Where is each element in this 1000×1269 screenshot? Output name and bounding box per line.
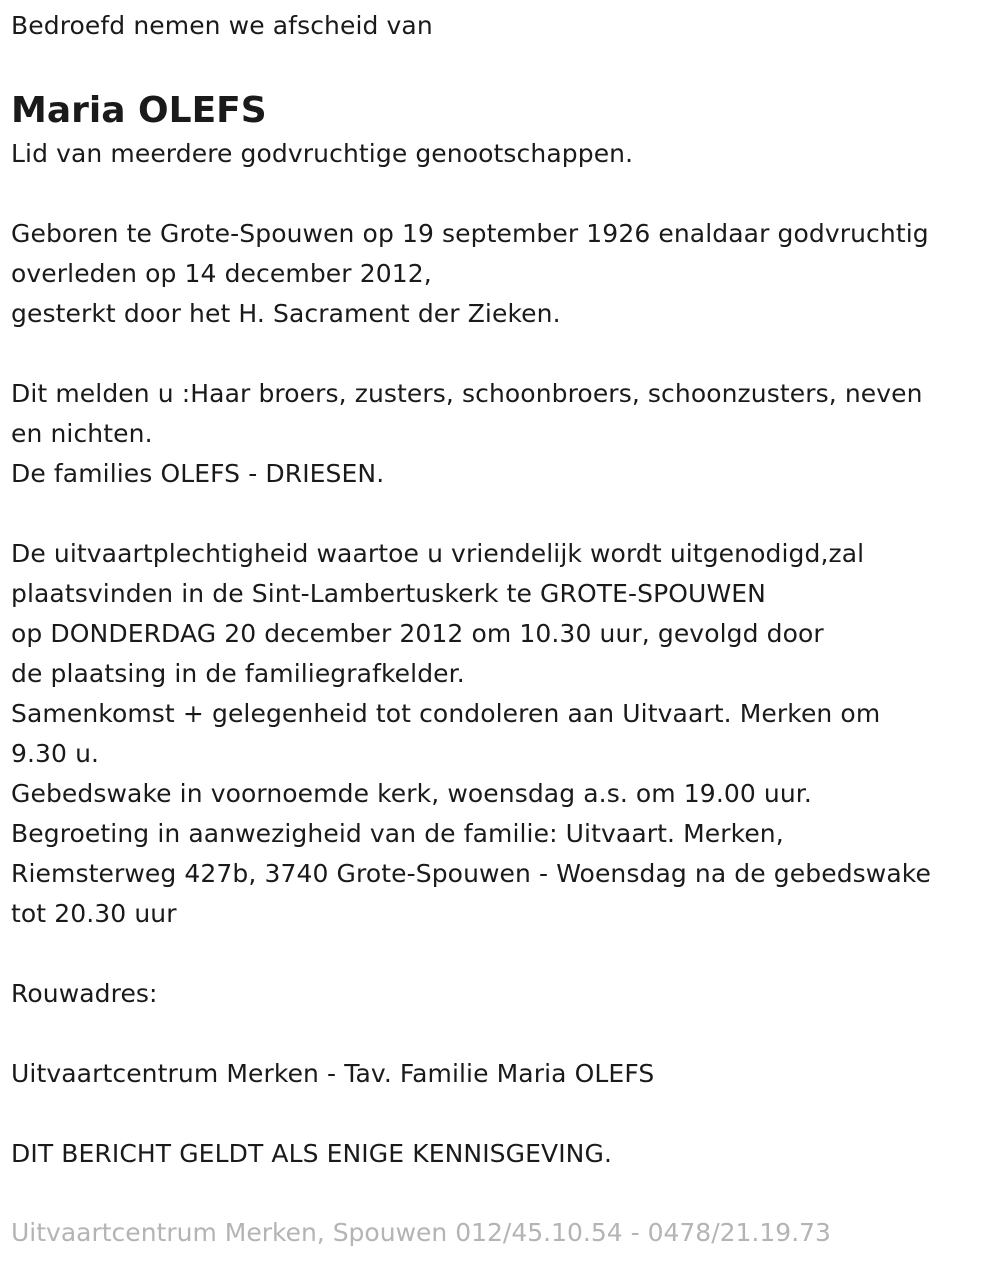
announcers-line: Dit melden u :Haar broers, zusters, schoonbroers, schoonzusters, neven <box>11 379 923 408</box>
spacer <box>11 934 991 974</box>
spacer <box>11 1094 991 1134</box>
birth-death-line: gesterkt door het H. Sacrament der Zieken. <box>11 299 561 328</box>
spacer <box>11 1014 991 1054</box>
ceremony-line: Begroeting in aanwezigheid van de familie: Uitvaart. Merken, <box>11 819 784 848</box>
spacer <box>11 494 991 534</box>
ceremony-line: de plaatsing in de familiegrafkelder. <box>11 659 465 688</box>
ceremony-line: plaatsvinden in de Sint-Lambertuskerk te GROTE-SPOUWEN <box>11 579 766 608</box>
deceased-name: Maria OLEFS <box>11 90 267 131</box>
mourning-address-label: Rouwadres: <box>11 979 158 1008</box>
ceremony-line: tot 20.30 uur <box>11 899 177 928</box>
ceremony-line: De uitvaartplechtigheid waartoe u vriendelijk wordt uitgenodigd,zal <box>11 539 865 568</box>
ceremony-line: Gebedswake in voornoemde kerk, woensdag a.s. om 19.00 uur. <box>11 779 812 808</box>
announcers-line: en nichten. <box>11 419 153 448</box>
announcers-line: De families OLEFS - DRIESEN. <box>11 459 385 488</box>
ceremony-section <box>11 534 991 934</box>
mourning-address-value: Uitvaartcentrum Merken - Tav. Familie Maria OLEFS <box>11 1059 655 1088</box>
ceremony-line: 9.30 u. <box>11 739 100 768</box>
death-notice <box>11 6 991 1174</box>
ceremony-line: Samenkomst + gelegenheid tot condoleren aan Uitvaart. Merken om <box>11 699 881 728</box>
birth-death-section <box>11 214 991 334</box>
birth-death-line: overleden op 14 december 2012, <box>11 259 432 288</box>
ceremony-line: Riemsterweg 427b, 3740 Grote-Spouwen - Woensdag na de gebedswake <box>11 859 931 888</box>
intro-text: Bedroefd nemen we afscheid van <box>11 11 433 40</box>
birth-death-line: Geboren te Grote-Spouwen op 19 september 1926 enaldaar godvruchtig <box>11 219 929 248</box>
closing-statement: DIT BERICHT GELDT ALS ENIGE KENNISGEVING. <box>11 1139 612 1168</box>
ceremony-line: op DONDERDAG 20 december 2012 om 10.30 uur, gevolgd door <box>11 619 824 648</box>
announcers-section <box>11 374 991 494</box>
spacer <box>11 334 991 374</box>
funeral-home-contact: Uitvaartcentrum Merken, Spouwen 012/45.10.54 - 0478/21.19.73 <box>11 1218 831 1247</box>
membership-text: Lid van meerdere godvruchtige genootschappen. <box>11 139 634 168</box>
spacer <box>11 174 991 214</box>
